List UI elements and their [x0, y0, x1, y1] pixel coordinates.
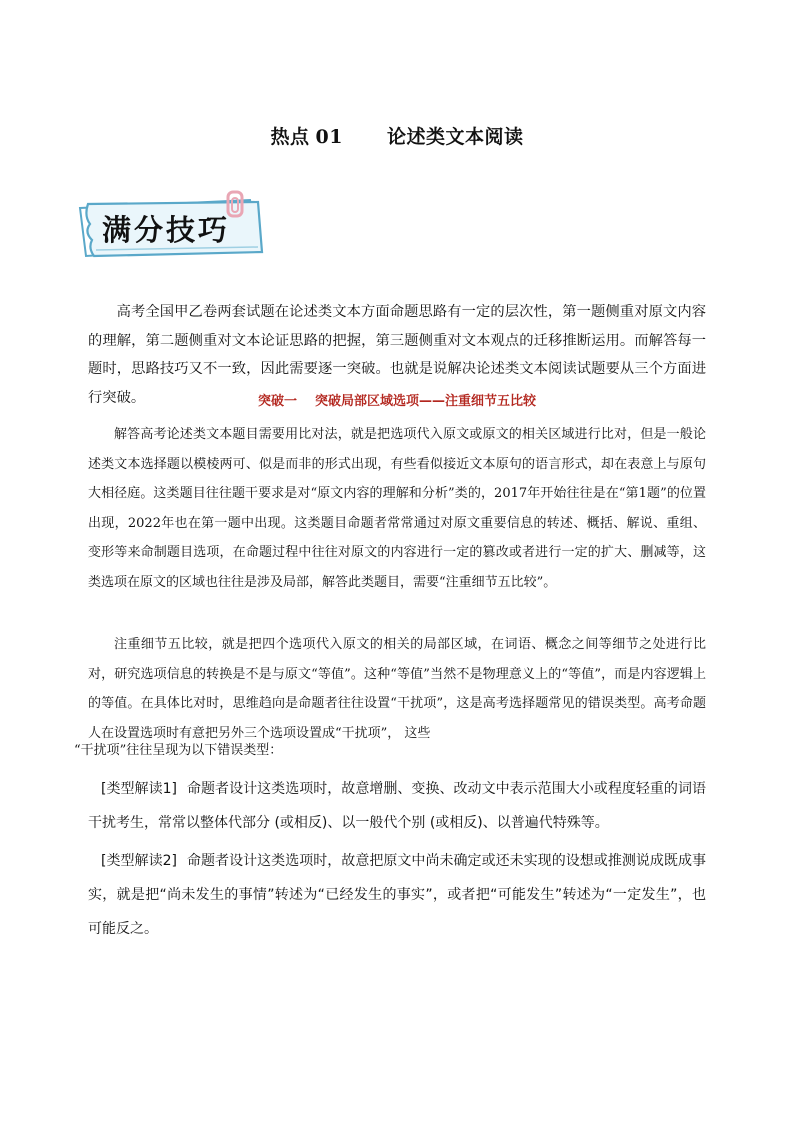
- title-prefix: 热点: [270, 126, 310, 148]
- intro-paragraph: 高考全国甲乙卷两套试题在论述类文本方面命题思路有一定的层次性，第一题侧重对原文内容的理解，第二题侧重对文本论证思路的把握，第三题侧重对文本观点的迁移推断运用。而解答每一题时，思路技巧又不一致，因此需要逐一突破。也就是说解决论述类文本阅读试题要从三个方面进行突破。: [88, 304, 706, 406]
- type-explanation-2: [88, 844, 706, 946]
- paragraph-comparison-method: 解答高考论述类文本题目需要用比对法，就是把选项代入原文或原文的相关区域进行比对，但是一般论述类文本选择题以模棱两可、似是而非的形式出现，有些看似接近文本原句的语言形式，却在表意上与原句大相径庭。这类题目往往题干要求是对“原文内容的理解和分析”类的，2017年开始往往是在“第1题”的位置出现，2022年也在第一题中出现。这类题目命题者常常通过对原文重要信息的转述、概括、解说、重组、变形等来命制题目选项，在命题过程中往往对原文的内容进行一定的篡改或者进行一定的扩大、删减等，这类选项在原文的区域也往往是涉及局部，解答此类题目，需要“注重细节五比较”。: [88, 427, 706, 590]
- type-tag: [类型解读2]: [101, 853, 177, 869]
- type-tag: [类型解读1]: [101, 781, 177, 797]
- section-text: 突破局部区域选项——注重细节五比较: [315, 394, 537, 409]
- section-label: 突破一: [257, 394, 297, 409]
- type-text: 命题者设计这类选项时，故意把原文中尚未确定或还未实现的设想或推测说成既成事实，就是把“尚未发生的事情”转述为“已经发生的事实”，或者把“可能发生”转述为“一定发生”，也可能反之。: [88, 853, 706, 937]
- type-explanation-1: [88, 772, 706, 840]
- title-number: 01: [315, 126, 343, 148]
- page-title: [0, 122, 794, 149]
- section-heading: [0, 390, 794, 409]
- type-text: 命题者设计这类选项时，故意增删、变换、改动文中表示范围大小或程度轻重的词语干扰考生，常常以整体代部分 (或相反)、以一般代个别 (或相反)、以普遍代特殊等。: [88, 781, 706, 831]
- banner-text: 满分技巧: [102, 213, 231, 247]
- tips-banner: [74, 190, 266, 266]
- paragraph-detail-comparison: 注重细节五比较，就是把四个选项代入原文的相关的局部区域，在词语、概念之间等细节之处进行比对，研究选项信息的转换是不是与原文“等值”。这种“等值”当然不是物理意义上的“等值”，而是内容逻辑上的等值。在具体比对时，思维趋向是命题者往往设置“干扰项”，这是高考选择题常见的错误类型。高考命题人在设置选项时有意把另外三个选项设置成“干扰项”， 这些: [88, 637, 706, 741]
- paragraph-detail-comparison-end: “干扰项”往往呈现为以下错误类型：: [74, 743, 283, 758]
- title-text: 论述类文本阅读: [386, 126, 524, 148]
